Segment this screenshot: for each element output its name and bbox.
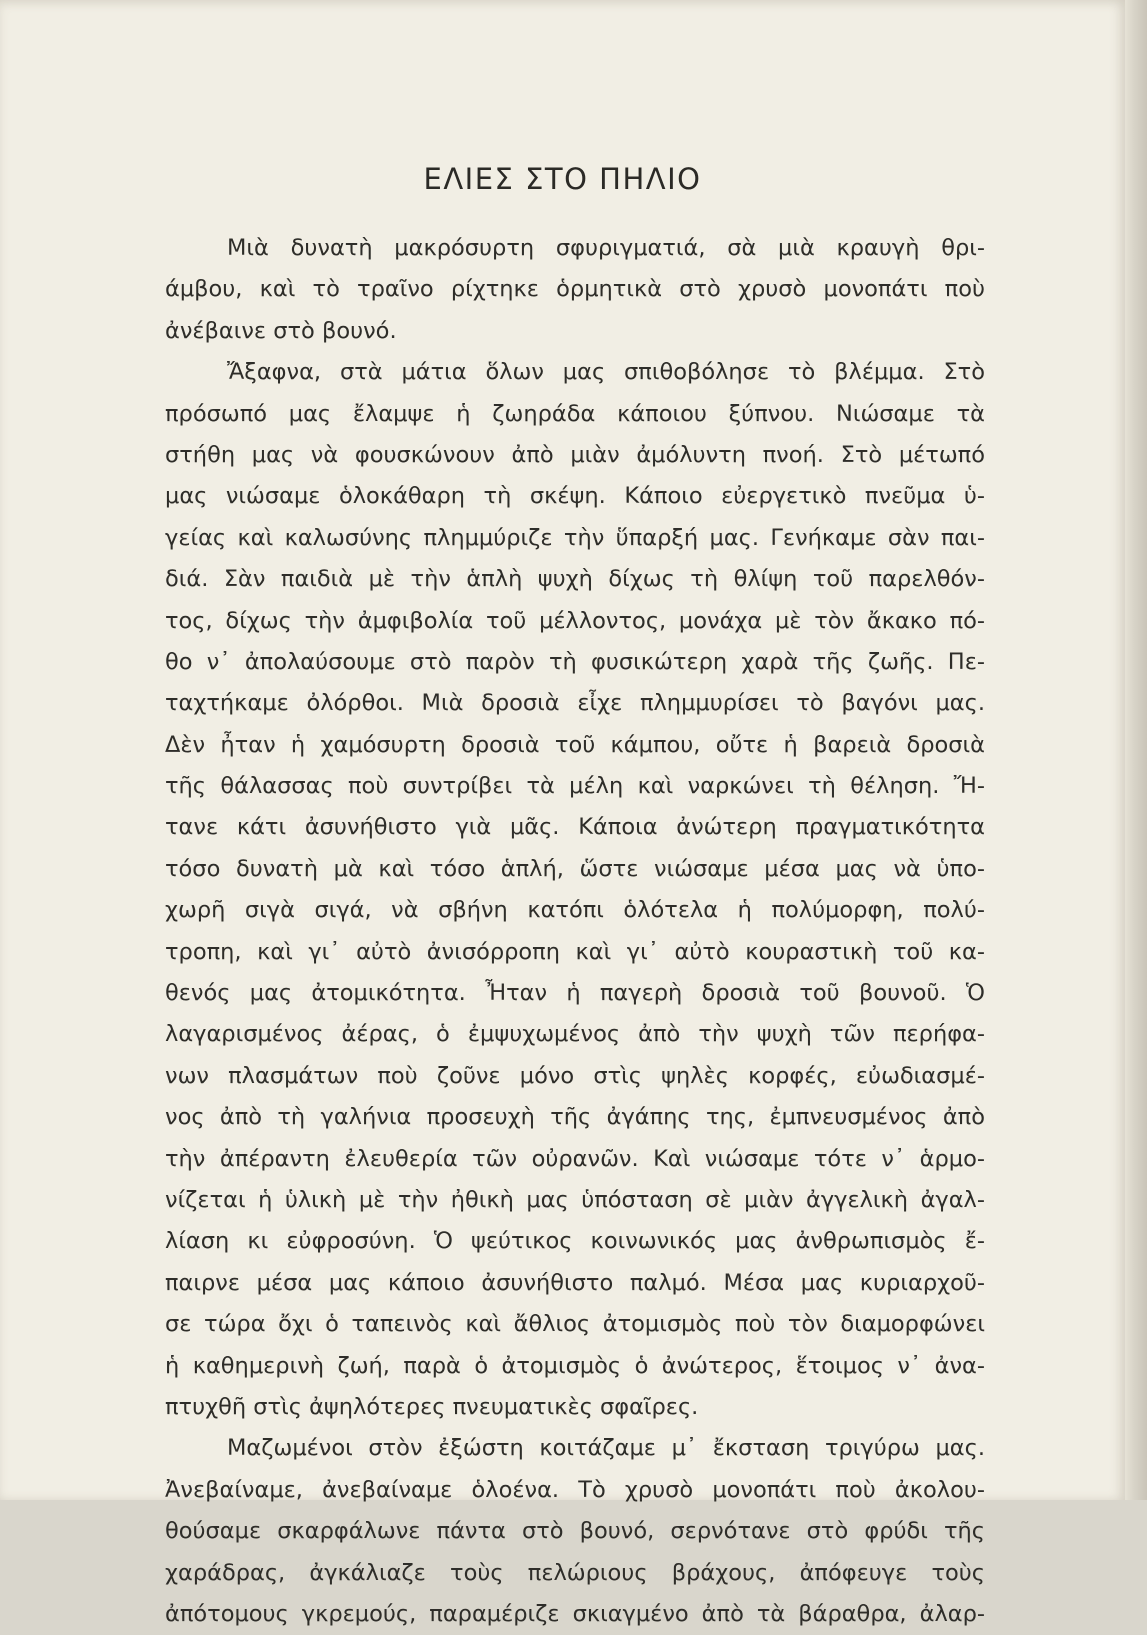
text-line: Δὲν ἦταν ἡ χαμόσυρτη δροσιὰ τοῦ κάμπου, οὔτε ἡ βαρειὰ δροσιὰ bbox=[165, 731, 985, 758]
text-line: τανε κάτι ἀσυνήθιστο γιὰ μᾶς. Κάποια ἀνώτερη πραγματικότητα bbox=[165, 814, 985, 841]
text-line: τος, δίχως τὴν ἀμφιβολία τοῦ μέλλοντος, μονάχα μὲ τὸν ἄκακο πό- bbox=[165, 607, 985, 634]
text-line: παιρνε μέσα μας κάποιο ἀσυνήθιστο παλμό. Μέσα μας κυριαρχοῦ- bbox=[165, 1269, 985, 1296]
text-line: θο ν᾿ ἀπολαύσουμε στὸ παρὸν τὴ φυσικώτερη χαρὰ τῆς ζωῆς. Πε- bbox=[165, 648, 985, 675]
text-line: τῆς θάλασσας ποὺ συντρίβει τὰ μέλη καὶ ναρκώνει τὴ θέληση. Ἤ- bbox=[165, 773, 985, 800]
text-line: ἡ καθημερινὴ ζωή, παρὰ ὁ ἀτομισμὸς ὁ ἀνώτερος, ἕτοιμος ν᾿ ἀνα- bbox=[165, 1352, 985, 1379]
text-line: λαγαρισμένος ἀέρας, ὁ ἐμψυχωμένος ἀπὸ τὴν ψυχὴ τῶν περήφα- bbox=[165, 1021, 985, 1048]
text-line: Ἀνεβαίναμε, ἀνεβαίναμε ὁλοένα. Τὸ χρυσὸ μονοπάτι ποὺ ἀκολου- bbox=[165, 1476, 985, 1503]
text-line: πτυχθῆ στὶς ἀψηλότερες πνευματικὲς σφαῖρες. bbox=[165, 1393, 699, 1420]
text-line: Μιὰ δυνατὴ μακρόσυρτη σφυριγματιά, σὰ μιὰ κραυγὴ θρι- bbox=[227, 235, 985, 261]
body-text bbox=[165, 228, 985, 1635]
text-line: νίζεται ἡ ὑλικὴ μὲ τὴν ἠθικὴ μας ὑπόσταση σὲ μιὰν ἀγγελικὴ ἀγαλ- bbox=[165, 1186, 985, 1213]
text-line: Μαζωμένοι στὸν ἐξώστη κοιτάζαμε μ᾿ ἔκσταση τριγύρω μας. bbox=[227, 1435, 985, 1462]
text-line: ἀπότομους γκρεμούς, παραμέριζε σκιαγμένο ἀπὸ τὰ βάραθρα, ἀλαρ- bbox=[165, 1600, 985, 1627]
text-line: χαράδρας, ἀγκάλιαζε τοὺς πελώριους βράχους, ἀπόφευγε τοὺς bbox=[165, 1559, 985, 1586]
text-line: διά. Σὰν παιδιὰ μὲ τὴν ἁπλὴ ψυχὴ δίχως τὴ θλίψη τοῦ παρελθόν- bbox=[165, 566, 985, 593]
text-line: λίαση κι εὐφροσύνη. Ὁ ψεύτικος κοινωνικός μας ἀνθρωπισμὸς ἔ- bbox=[165, 1228, 985, 1255]
text-line: τόσο δυνατὴ μὰ καὶ τόσο ἁπλή, ὥστε νιώσαμε μέσα μας νὰ ὑπο- bbox=[165, 855, 985, 882]
text-line: θενός μας ἀτομικότητα. Ἦταν ἡ παγερὴ δροσιὰ τοῦ βουνοῦ. Ὁ bbox=[165, 980, 985, 1007]
text-line: Ἄξαφνα, στὰ μάτια ὅλων μας σπιθοβόλησε τὸ βλέμμα. Στὸ bbox=[227, 359, 985, 386]
page-edge bbox=[1125, 0, 1147, 1500]
text-line: ταχτήκαμε ὀλόρθοι. Μιὰ δροσιὰ εἶχε πλημμυρίσει τὸ βαγόνι μας. bbox=[165, 690, 985, 717]
text-line: τὴν ἀπέραντη ἐλευθερία τῶν οὐρανῶν. Καὶ νιώσαμε τότε ν᾿ ἁρμο- bbox=[165, 1145, 985, 1172]
text-line: τροπη, καὶ γι᾿ αὐτὸ ἀνισόρροπη καὶ γι᾿ αὐτὸ κουραστικὴ τοῦ κα- bbox=[165, 938, 985, 965]
text-line: μας νιώσαμε ὁλοκάθαρη τὴ σκέψη. Κάποιο εὐεργετικὸ πνεῦμα ὑ- bbox=[165, 483, 985, 510]
text-line: ἀνέβαινε στὸ βουνό. bbox=[165, 317, 397, 344]
text-line: σε τώρα ὄχι ὁ ταπεινὸς καὶ ἄθλιος ἀτομισμὸς ποὺ τὸν διαμορφώνει bbox=[165, 1311, 985, 1338]
page-title: ΕΛΙΕΣ ΣΤΟ ΠΗΛΙΟ bbox=[423, 162, 702, 196]
text-line: νος ἀπὸ τὴ γαλήνια προσευχὴ τῆς ἀγάπης της, ἐμπνευσμένος ἀπὸ bbox=[165, 1104, 985, 1131]
text-line: στήθη μας νὰ φουσκώνουν ἀπὸ μιὰν ἀμόλυντη πνοή. Στὸ μέτωπό bbox=[165, 441, 985, 468]
text-line: γείας καὶ καλωσύνης πλημμύριζε τὴν ὕπαρξή μας. Γενήκαμε σὰν παι- bbox=[165, 524, 985, 551]
text-line: θούσαμε σκαρφάλωνε πάντα στὸ βουνό, σερνότανε στὸ φρύδι τῆς bbox=[165, 1518, 985, 1545]
text-line: άμβου, καὶ τὸ τραῖνο ρίχτηκε ὁρμητικὰ στὸ χρυσὸ μονοπάτι ποὺ bbox=[165, 276, 985, 303]
text-line: πρόσωπό μας ἔλαμψε ἡ ζωηράδα κάποιου ξύπνου. Νιώσαμε τὰ bbox=[165, 400, 985, 427]
text-line: χωρῆ σιγὰ σιγά, νὰ σβήνη κατόπι ὁλότελα ἡ πολύμορφη, πολύ- bbox=[165, 897, 985, 924]
text-line: νων πλασμάτων ποὺ ζοῦνε μόνο στὶς ψηλὲς κορφές, εὐωδιασμέ- bbox=[165, 1062, 985, 1089]
